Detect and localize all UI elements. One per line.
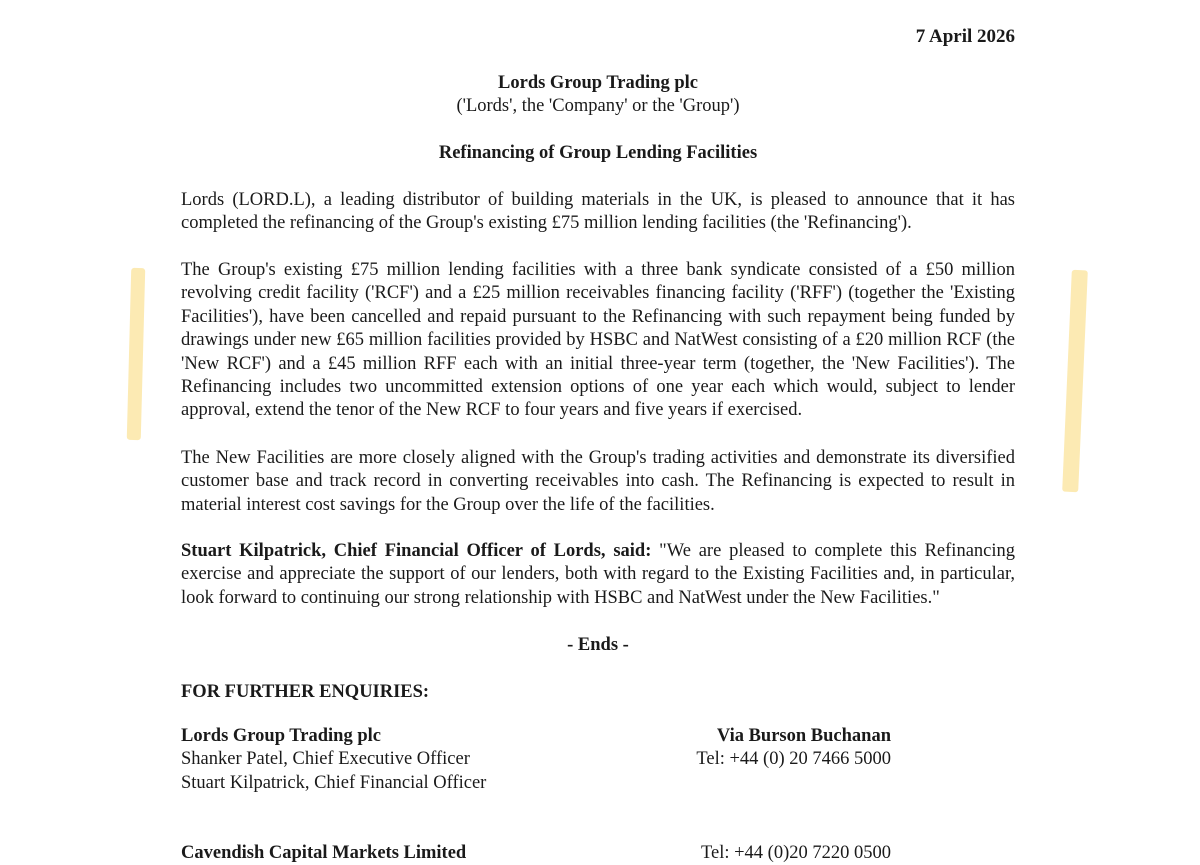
- contact-org-cavendish: Cavendish Capital Markets Limited: [181, 843, 467, 863]
- contact-via: Via Burson Buchanan: [716, 726, 891, 746]
- contact-lords-details: [181, 725, 486, 795]
- contact-tel-cavendish: Tel: +44 (0)20 7220 0500: [700, 843, 891, 863]
- highlighter-mark-right: [1062, 270, 1088, 492]
- contact-person-ceo: Shanker Patel, Chief Executive Officer: [181, 749, 470, 770]
- ends-marker: - Ends -: [567, 635, 629, 655]
- quote-text: "We are pleased to complete this Refinancing exercise and appreciate the support of our lenders, both with regard to the Existing Facilities and, in particular, look forward to continuing our strong relationship with HSBC and NatWest under the New Facilities.": [181, 541, 1016, 608]
- document-date: 7 April 2026: [915, 26, 1015, 47]
- paragraph-quote: [181, 540, 1015, 610]
- contact-tel-lords: Tel: +44 (0) 20 7466 5000: [696, 749, 891, 770]
- paragraph-alignment: The New Facilities are more closely aligned with the Group's trading activities and demonstrate its diversified customer base and track record in converting receivables into cash. The Refinancing is expected to result in material interest cost savings for the Group over the life of the facilities.: [181, 448, 1015, 515]
- company-subtitle: ('Lords', the 'Company' or the 'Group'): [456, 96, 740, 116]
- highlighter-mark-left: [127, 268, 145, 440]
- paragraph-intro: Lords (LORD.L), a leading distributor of building materials in the UK, is pleased to announce that it has completed the refinancing of the Group's existing £75 million lending facilities (the 'Refinancing').: [181, 190, 1015, 234]
- enquiries-heading: FOR FURTHER ENQUIRIES:: [181, 682, 430, 702]
- contact-person-cfo: Stuart Kilpatrick, Chief Financial Officer: [181, 772, 487, 793]
- quote-speaker: Stuart Kilpatrick, Chief Financial Officer of Lords, said:: [181, 541, 652, 561]
- company-name: Lords Group Trading plc: [498, 73, 698, 93]
- paragraph-facilities: The Group's existing £75 million lending facilities with a three bank syndicate consisted of a £50 million revolving credit facility ('RCF') and a £25 million receivables financing facility ('RFF') (together the 'Existing Facilities'), have been cancelled and repaid pursuant to the Refinancing with such repayment being funded by drawings under new £65 million facilities provided by HSBC and NatWest consisting of a £20 million RCF (the 'New RCF') and a £45 million RFF each with an initial three-year term (together, the 'New Facilities'). The Refinancing includes two uncommitted extension options of one year each which would, subject to lender approval, extend the tenor of the New RCF to four years and five years if exercised.: [181, 260, 1015, 421]
- contact-lords-via: [620, 725, 891, 772]
- contact-org-lords: Lords Group Trading plc: [181, 726, 381, 746]
- announcement-headline: Refinancing of Group Lending Facilities: [438, 143, 758, 163]
